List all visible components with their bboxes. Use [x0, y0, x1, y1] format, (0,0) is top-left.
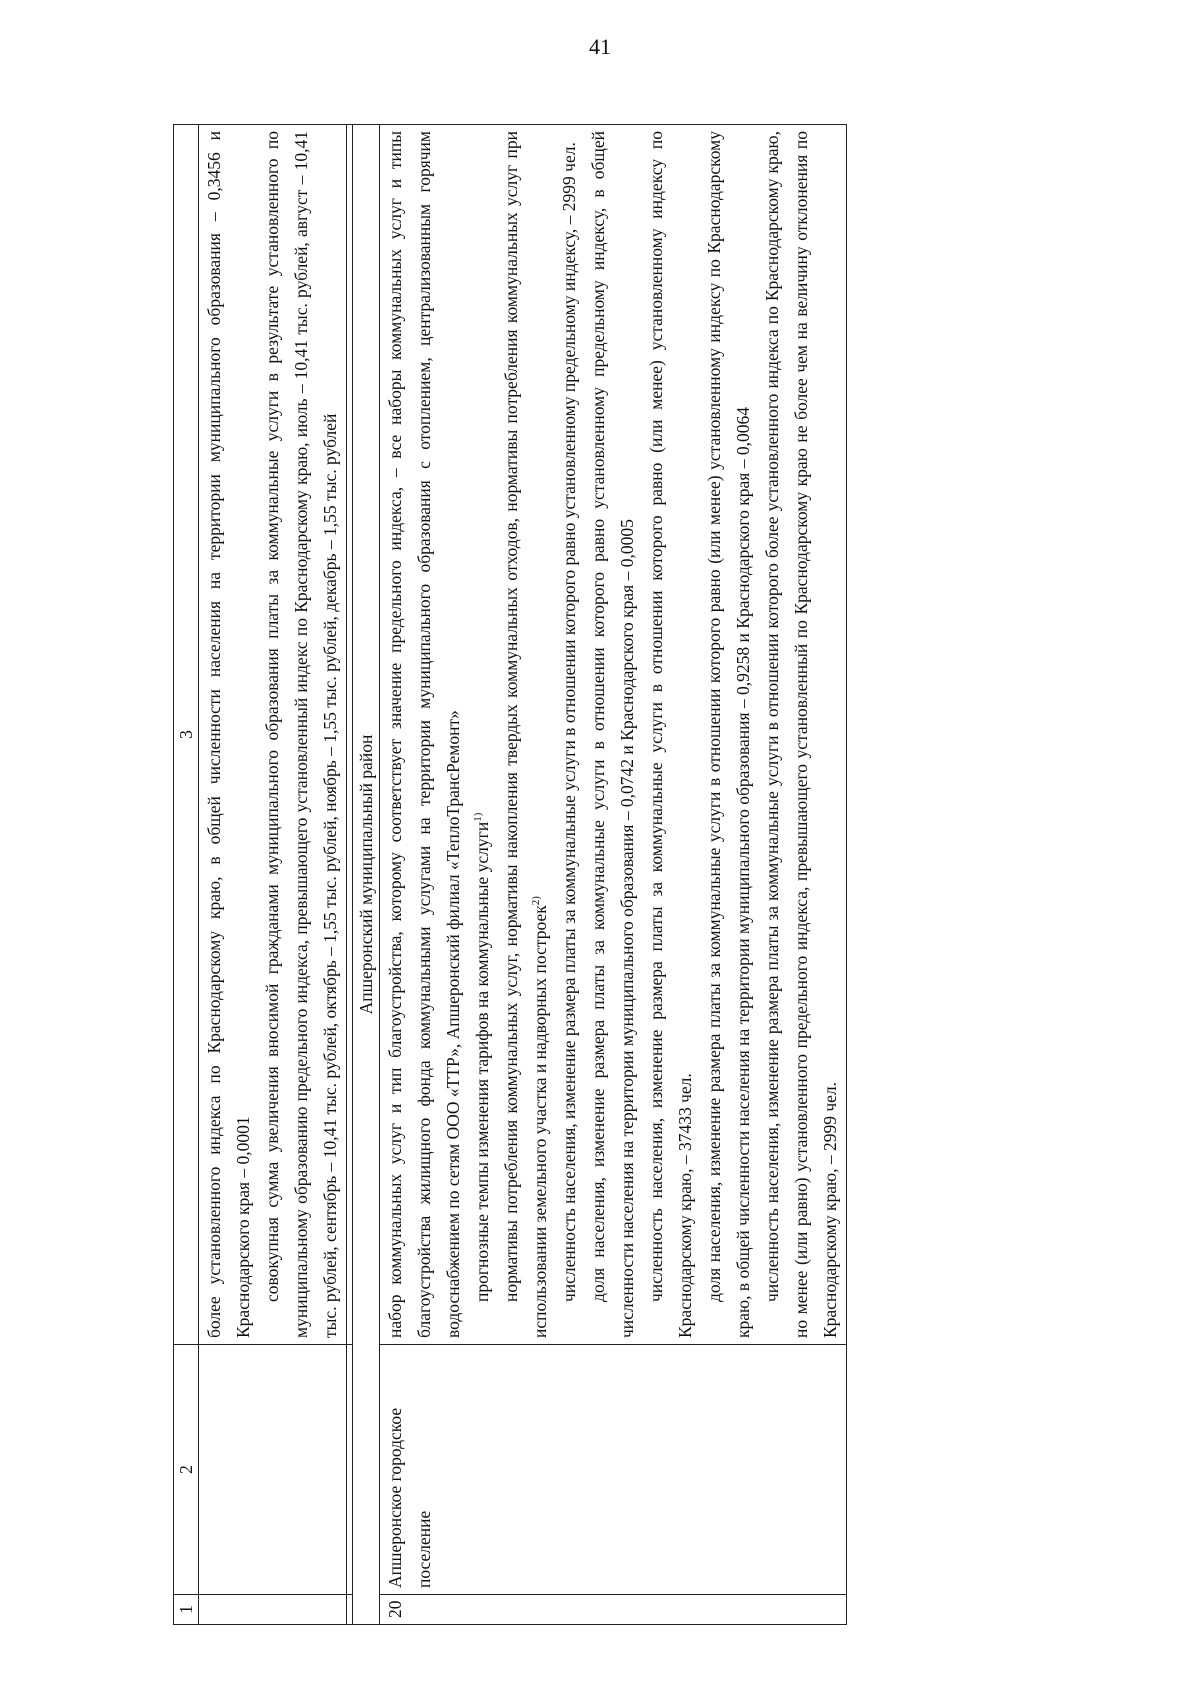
header-col-3: 3: [174, 125, 199, 1345]
paragraph-share-less: доля населения, изменение размера платы за коммунальные услуги в отношении которого равно (или менее) установленному индексу по Краснодарскому краю, в общей численности населения на территории муниципального образования – 0,9258 и Краснодарского края – 0,0064: [704, 131, 753, 1338]
paragraph-service-set: набор коммунальных услуг и тип благоустройства, которому соответствует значение предельного индекса, – все наборы коммунальных услуг и типы благоустройства жилищного фонда коммунальными услугами на территории муниципального образования с отоплением, централизованным горячим водоснабжением по сетям ООО «ТТР», Апшеронский филиал «ТеплоТрансРемонт»: [385, 131, 463, 1338]
paragraph-population-equal: численность населения, изменение размера платы за коммунальные услуги в отношении которого равно установленному предельному индексу, – 2999 чел.: [559, 142, 579, 1302]
footnote-1: 1): [472, 812, 485, 822]
paragraph-norms: нормативы потребления коммунальных услуг, нормативы накопления твердых коммунальных отходов, нормативы потребления коммунальных услуг при использовании земельного участка и надворных построек$^{2)}$: [501, 131, 550, 1338]
paragraph-tariff-rates: прогнозные темпы изменения тарифов на коммунальные услуги$^{1)}$: [472, 812, 492, 1302]
municipality-name: Апшеронское городское поселение: [380, 1345, 847, 1595]
continued-paragraph-2: совокупная сумма увеличения вносимой гражданами муниципального образования платы за коммунальные услуги в результате установленного по муниципальному образованию предельного индекса, превышающего установленный индекс по Краснодарскому краю, июль – 10,41 тыс. рублей, август – 10,41 тыс. рублей, сентябрь – 10,41 тыс. рублей, октябрь – 1,55 тыс. рублей, ноябрь – 1,55 тыс. рублей, декабрь – 1,55 тыс. рублей: [262, 131, 340, 1338]
row-number: 20: [380, 1595, 847, 1625]
paragraph-population-more: численность населения, изменение размера платы за коммунальные услуги в отношении которого более установленного индекса по Краснодарскому краю, но менее (или равно) установленного предельного индекса, превышающего установленный по Краснодарскому краю не более чем на величину отклонения по Краснодарскому краю, – 2999 чел.: [762, 131, 840, 1338]
region-title: Апшеронский муниципальный район: [353, 125, 380, 1625]
region-row: [353, 125, 380, 1625]
header-col-1: 1: [174, 1595, 199, 1625]
footnote-2: 2): [530, 896, 543, 906]
page-number: 41: [589, 34, 611, 59]
header-col-2: 2: [174, 1345, 199, 1595]
continued-paragraph-1: более установленного индекса по Краснодарскому краю, в общей численности населения на территории муниципального образования – 0,3456 и Краснодарского края – 0,0001: [204, 131, 253, 1338]
row-20-text: [380, 125, 847, 1345]
rotated-table-container: [173, 125, 1093, 1625]
continued-row: [199, 125, 347, 1625]
table-row-20: [380, 125, 847, 1625]
paragraph-population-less: численность населения, изменение размера платы за коммунальные услуги в отношении которого равно (или менее) установленному индексу по Краснодарскому краю, – 37433 чел.: [646, 131, 695, 1338]
document-table: [173, 124, 847, 1625]
paragraph-share-equal: доля населения, изменение размера платы за коммунальные услуги в отношении которого равно установленному предельному индексу, в общей численности населения на территории муниципального образования – 0,0742 и Краснодарского края – 0,0005: [588, 131, 637, 1338]
continued-row-text: [199, 125, 347, 1345]
header-row: [174, 125, 199, 1625]
